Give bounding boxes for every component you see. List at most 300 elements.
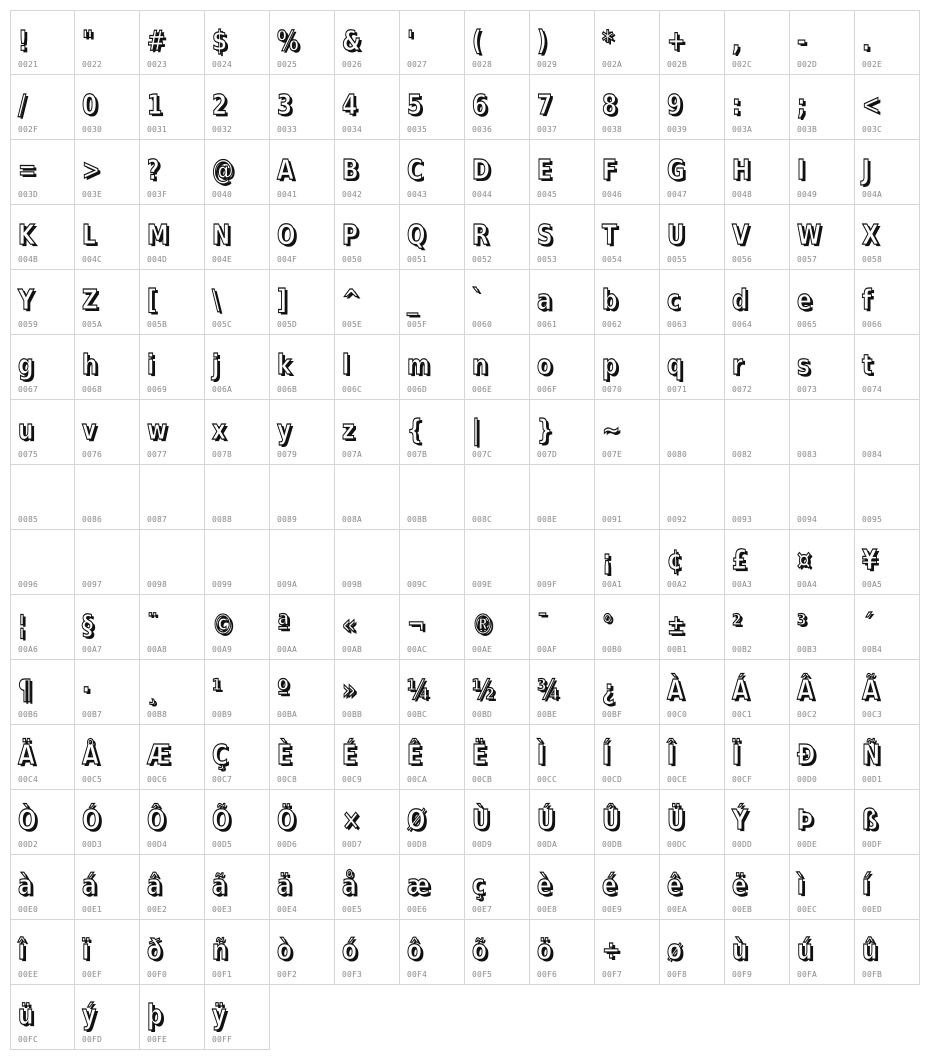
glyph-code-label: 007A [342, 450, 363, 459]
glyph-cell [790, 400, 855, 465]
glyph-cell [595, 140, 660, 205]
glyph-cell [725, 920, 790, 985]
glyph-code-label: 00B7 [82, 710, 103, 719]
glyph-sample: i [147, 348, 155, 381]
glyph-code-label: 0026 [342, 60, 363, 69]
glyph-code-label: 00E5 [342, 905, 363, 914]
glyph-code-label: 009F [537, 580, 558, 589]
glyph-sample: ) [537, 24, 547, 57]
glyph-code-label: 00F1 [212, 970, 233, 979]
glyph-sample: Ð [797, 738, 816, 771]
glyph-code-label: 00C8 [277, 775, 298, 784]
glyph-sample: ' [407, 24, 414, 57]
glyph-sample: k [277, 348, 292, 381]
glyph-cell [530, 400, 595, 465]
glyph-sample: å [342, 868, 357, 901]
glyph-sample: * [602, 24, 614, 57]
glyph-code-label: 00EF [82, 970, 103, 979]
glyph-code-label: 0039 [667, 125, 688, 134]
glyph-code-label: 00E6 [407, 905, 428, 914]
glyph-code-label: 00C4 [18, 775, 39, 784]
glyph-cell [140, 595, 205, 660]
glyph-code-label: 0035 [407, 125, 428, 134]
glyph-code-label: 0031 [147, 125, 168, 134]
glyph-cell [270, 205, 335, 270]
glyph-cell [270, 400, 335, 465]
glyph-sample: û [862, 933, 878, 966]
glyph-code-label: 0023 [147, 60, 168, 69]
glyph-cell [335, 465, 400, 530]
glyph-sample: > [82, 153, 101, 186]
glyph-cell [335, 660, 400, 725]
glyph-code-label: 0061 [537, 320, 558, 329]
glyph-cell [595, 10, 660, 75]
glyph-cell [270, 10, 335, 75]
glyph-grid [10, 10, 920, 1050]
glyph-cell [530, 335, 595, 400]
glyph-sample: è [537, 868, 552, 901]
glyph-cell [530, 205, 595, 270]
glyph-cell [270, 595, 335, 660]
glyph-cell [725, 660, 790, 725]
glyph-code-label: 00DC [667, 840, 688, 849]
glyph-code-label: 00D1 [862, 775, 883, 784]
glyph-cell [270, 140, 335, 205]
glyph-code-label: 0027 [407, 60, 428, 69]
glyph-code-label: 0032 [212, 125, 233, 134]
glyph-cell [75, 270, 140, 335]
glyph-code-label: 00EA [667, 905, 688, 914]
glyph-cell [725, 335, 790, 400]
glyph-sample: Î [667, 738, 676, 771]
glyph-sample: & [342, 24, 362, 57]
glyph-code-label: 0034 [342, 125, 363, 134]
glyph-sample: s [797, 348, 811, 381]
glyph-sample: } [537, 413, 553, 446]
glyph-code-label: 00F3 [342, 970, 363, 979]
glyph-cell [530, 270, 595, 335]
glyph-cell [400, 335, 465, 400]
glyph-sample: À [667, 673, 684, 706]
glyph-sample: ù [732, 933, 748, 966]
glyph-sample: ÿ [212, 998, 227, 1031]
glyph-sample: ; [797, 88, 806, 121]
glyph-cell [75, 10, 140, 75]
glyph-cell [855, 465, 920, 530]
glyph-sample: D [472, 153, 491, 186]
glyph-code-label: 00A9 [212, 645, 233, 654]
glyph-cell [335, 855, 400, 920]
glyph-cell [530, 595, 595, 660]
glyph-sample: ê [667, 868, 682, 901]
glyph-code-label: 002F [18, 125, 39, 134]
glyph-cell [205, 10, 270, 75]
glyph-code-label: 006C [342, 385, 363, 394]
glyph-code-label: 0051 [407, 255, 428, 264]
glyph-code-label: 004F [277, 255, 298, 264]
glyph-cell [140, 335, 205, 400]
glyph-cell [335, 725, 400, 790]
glyph-cell [530, 725, 595, 790]
glyph-code-label: 00CE [667, 775, 688, 784]
glyph-code-label: 009E [472, 580, 493, 589]
glyph-code-label: 00FA [797, 970, 818, 979]
glyph-sample: $ [212, 24, 228, 57]
glyph-code-label: 0069 [147, 385, 168, 394]
glyph-sample: b [602, 283, 618, 316]
glyph-code-label: 007D [537, 450, 558, 459]
glyph-cell [140, 140, 205, 205]
glyph-sample: Ê [407, 738, 422, 771]
glyph-sample: Y [18, 283, 34, 316]
glyph-code-label: 00EC [797, 905, 818, 914]
glyph-sample: á [82, 868, 97, 901]
glyph-code-label: 00F9 [732, 970, 753, 979]
glyph-sample: ² [732, 608, 742, 641]
glyph-code-label: 00F7 [602, 970, 623, 979]
glyph-code-label: 002C [732, 60, 753, 69]
glyph-code-label: 00C6 [147, 775, 168, 784]
glyph-code-label: 00FE [147, 1035, 168, 1044]
glyph-sample: ° [602, 608, 613, 641]
glyph-code-label: 0055 [667, 255, 688, 264]
glyph-sample: U [667, 218, 685, 251]
glyph-sample: ( [472, 24, 482, 57]
glyph-code-label: 0085 [18, 515, 39, 524]
glyph-code-label: 006D [407, 385, 428, 394]
glyph-cell [140, 10, 205, 75]
glyph-cell [335, 530, 400, 595]
glyph-sample: Ó [82, 803, 101, 836]
glyph-code-label: 0086 [82, 515, 103, 524]
glyph-cell [465, 400, 530, 465]
glyph-cell [205, 140, 270, 205]
glyph-sample: ¶ [18, 673, 32, 706]
glyph-cell [790, 335, 855, 400]
glyph-sample: ë [732, 868, 747, 901]
glyph-sample: Í [602, 738, 611, 771]
glyph-code-label: 0022 [82, 60, 103, 69]
glyph-code-label: 00A3 [732, 580, 753, 589]
glyph-sample: S [537, 218, 553, 251]
glyph-cell [335, 920, 400, 985]
glyph-cell [790, 465, 855, 530]
glyph-sample: B [342, 153, 359, 186]
glyph-cell [530, 790, 595, 855]
glyph-code-label: 0072 [732, 385, 753, 394]
glyph-sample: ¥ [862, 543, 878, 576]
glyph-code-label: 0058 [862, 255, 883, 264]
glyph-cell [790, 140, 855, 205]
glyph-sample: O [277, 218, 296, 251]
glyph-sample: d [732, 283, 748, 316]
glyph-cell [75, 140, 140, 205]
glyph-sample: Ë [472, 738, 487, 771]
glyph-sample: ´ [862, 608, 873, 641]
glyph-sample: É [342, 738, 357, 771]
glyph-sample: Ì [537, 738, 546, 771]
glyph-code-label: 0054 [602, 255, 623, 264]
glyph-cell [855, 75, 920, 140]
glyph-sample: ~ [602, 413, 621, 446]
glyph-sample: p [602, 348, 618, 381]
glyph-cell [10, 790, 75, 855]
glyph-cell [335, 140, 400, 205]
glyph-cell [465, 855, 530, 920]
glyph-sample: 1 [147, 88, 163, 121]
glyph-sample: m [407, 348, 430, 381]
glyph-sample: â [147, 868, 162, 901]
glyph-cell [725, 465, 790, 530]
glyph-code-label: 00E7 [472, 905, 493, 914]
glyph-code-label: 00C5 [82, 775, 103, 784]
glyph-cell [270, 75, 335, 140]
glyph-sample: - [797, 24, 807, 57]
glyph-code-label: 0043 [407, 190, 428, 199]
glyph-cell [855, 10, 920, 75]
glyph-cell [10, 75, 75, 140]
glyph-code-label: 00D8 [407, 840, 428, 849]
glyph-cell [790, 530, 855, 595]
glyph-code-label: 00D7 [342, 840, 363, 849]
glyph-cell [530, 530, 595, 595]
glyph-cell [205, 75, 270, 140]
glyph-sample: ¨ [147, 608, 158, 641]
glyph-sample: v [82, 413, 97, 446]
glyph-code-label: 00E8 [537, 905, 558, 914]
glyph-code-label: 003D [18, 190, 39, 199]
glyph-sample: W [797, 218, 822, 251]
glyph-code-label: 0098 [147, 580, 168, 589]
glyph-sample: F [602, 153, 617, 186]
glyph-sample: 0 [82, 88, 98, 121]
glyph-sample: w [147, 413, 168, 446]
glyph-cell [205, 725, 270, 790]
glyph-code-label: 00BF [602, 710, 623, 719]
glyph-cell [855, 335, 920, 400]
glyph-sample: Ï [732, 738, 741, 771]
glyph-cell [725, 400, 790, 465]
glyph-cell [595, 530, 660, 595]
glyph-cell [10, 985, 75, 1050]
glyph-sample: ^ [342, 283, 361, 316]
glyph-code-label: 005A [82, 320, 103, 329]
glyph-cell [10, 530, 75, 595]
glyph-code-label: 0038 [602, 125, 623, 134]
glyph-sample: t [862, 348, 873, 381]
glyph-cell [530, 465, 595, 530]
glyph-sample: { [407, 413, 423, 446]
glyph-cell [855, 400, 920, 465]
glyph-cell [660, 465, 725, 530]
glyph-code-label: 0050 [342, 255, 363, 264]
glyph-code-label: 007E [602, 450, 623, 459]
glyph-code-label: 0068 [82, 385, 103, 394]
glyph-cell [725, 140, 790, 205]
glyph-cell [660, 660, 725, 725]
glyph-sample: ¦ [18, 608, 26, 641]
glyph-code-label: 0024 [212, 60, 233, 69]
glyph-code-label: 0099 [212, 580, 233, 589]
glyph-sample: Ö [277, 803, 296, 836]
glyph-cell [270, 335, 335, 400]
glyph-sample: Å [82, 738, 99, 771]
glyph-cell [205, 790, 270, 855]
glyph-code-label: 00EB [732, 905, 753, 914]
glyph-sample: C [407, 153, 424, 186]
glyph-sample: f [862, 283, 872, 316]
glyph-sample: q [667, 348, 683, 381]
glyph-code-label: 0044 [472, 190, 493, 199]
glyph-cell [75, 400, 140, 465]
glyph-code-label: 0074 [862, 385, 883, 394]
glyph-cell [400, 75, 465, 140]
glyph-sample: ¢ [667, 543, 683, 576]
glyph-code-label: 00CC [537, 775, 558, 784]
glyph-cell [400, 205, 465, 270]
glyph-cell [400, 400, 465, 465]
glyph-cell [140, 920, 205, 985]
glyph-code-label: 00E4 [277, 905, 298, 914]
glyph-sample: ` [472, 283, 483, 316]
glyph-cell [75, 595, 140, 660]
glyph-cell [335, 10, 400, 75]
glyph-cell [205, 270, 270, 335]
glyph-code-label: 00D9 [472, 840, 493, 849]
glyph-code-label: 00B3 [797, 645, 818, 654]
glyph-cell [140, 725, 205, 790]
glyph-cell [660, 205, 725, 270]
glyph-cell [465, 595, 530, 660]
glyph-code-label: 0097 [82, 580, 103, 589]
glyph-sample: © [212, 608, 234, 641]
glyph-sample: / [18, 88, 26, 121]
glyph-cell [530, 855, 595, 920]
glyph-sample: P [342, 218, 359, 251]
glyph-sample: ý [82, 998, 97, 1031]
glyph-sample: ª [277, 608, 290, 641]
glyph-sample: ü [18, 998, 34, 1031]
glyph-sample: È [277, 738, 292, 771]
glyph-code-label: 005B [147, 320, 168, 329]
glyph-code-label: 0094 [797, 515, 818, 524]
glyph-sample: a [537, 283, 552, 316]
glyph-code-label: 0088 [212, 515, 233, 524]
glyph-code-label: 00F6 [537, 970, 558, 979]
glyph-code-label: 005F [407, 320, 428, 329]
glyph-sample: @ [212, 153, 234, 186]
glyph-code-label: 0049 [797, 190, 818, 199]
glyph-cell [595, 205, 660, 270]
glyph-cell [855, 205, 920, 270]
glyph-code-label: 00DB [602, 840, 623, 849]
glyph-code-label: 0047 [667, 190, 688, 199]
glyph-sample: ß [862, 803, 878, 836]
glyph-code-label: 002D [797, 60, 818, 69]
glyph-cell [335, 335, 400, 400]
glyph-sample: [ [147, 283, 157, 316]
glyph-code-label: 004B [18, 255, 39, 264]
glyph-cell [465, 660, 530, 725]
glyph-sample: Ø [407, 803, 426, 836]
glyph-sample: ó [342, 933, 358, 966]
glyph-code-label: 0040 [212, 190, 233, 199]
glyph-cell [790, 855, 855, 920]
glyph-sample: ¡ [602, 543, 612, 576]
glyph-cell [400, 855, 465, 920]
glyph-cell [75, 335, 140, 400]
glyph-sample: · [82, 673, 91, 706]
glyph-sample: × [342, 803, 361, 836]
glyph-code-label: 0033 [277, 125, 298, 134]
glyph-code-label: 00A2 [667, 580, 688, 589]
glyph-code-label: 00E0 [18, 905, 39, 914]
glyph-cell [660, 140, 725, 205]
glyph-cell [270, 270, 335, 335]
glyph-code-label: 0056 [732, 255, 753, 264]
glyph-code-label: 00BB [342, 710, 363, 719]
glyph-cell [725, 855, 790, 920]
glyph-cell [855, 530, 920, 595]
glyph-code-label: 00BD [472, 710, 493, 719]
glyph-code-label: 00C7 [212, 775, 233, 784]
glyph-cell [140, 205, 205, 270]
glyph-cell [725, 10, 790, 75]
glyph-code-label: 00C1 [732, 710, 753, 719]
glyph-cell [595, 75, 660, 140]
glyph-cell [205, 855, 270, 920]
glyph-cell [75, 660, 140, 725]
glyph-code-label: 00E3 [212, 905, 233, 914]
glyph-code-label: 004D [147, 255, 168, 264]
glyph-cell [140, 855, 205, 920]
glyph-cell [75, 855, 140, 920]
glyph-sample: ã [212, 868, 227, 901]
glyph-cell [660, 790, 725, 855]
glyph-sample: ú [797, 933, 813, 966]
glyph-sample: | [472, 413, 480, 446]
glyph-sample: 9 [667, 88, 683, 121]
glyph-sample: Ä [18, 738, 35, 771]
glyph-sample: 3 [277, 88, 293, 121]
glyph-code-label: 00DA [537, 840, 558, 849]
glyph-sample: ¾ [537, 673, 560, 706]
glyph-sample: # [147, 24, 166, 57]
glyph-code-label: 0080 [667, 450, 688, 459]
glyph-sample: y [277, 413, 292, 446]
glyph-sample: M [147, 218, 169, 251]
glyph-sample: , [732, 24, 741, 57]
glyph-code-label: 0021 [18, 60, 39, 69]
glyph-sample: à [18, 868, 33, 901]
glyph-sample: L [82, 218, 96, 251]
glyph-code-label: 004E [212, 255, 233, 264]
glyph-sample: Æ [147, 738, 171, 771]
glyph-sample: < [862, 88, 881, 121]
glyph-cell [335, 595, 400, 660]
glyph-cell [595, 270, 660, 335]
glyph-sample: % [277, 24, 299, 57]
glyph-sample: u [18, 413, 34, 446]
glyph-cell [10, 725, 75, 790]
glyph-cell [725, 75, 790, 140]
glyph-code-label: 0046 [602, 190, 623, 199]
glyph-sample: 6 [472, 88, 488, 121]
glyph-sample: é [602, 868, 617, 901]
glyph-code-label: 002B [667, 60, 688, 69]
glyph-cell [270, 855, 335, 920]
glyph-code-label: 00E2 [147, 905, 168, 914]
